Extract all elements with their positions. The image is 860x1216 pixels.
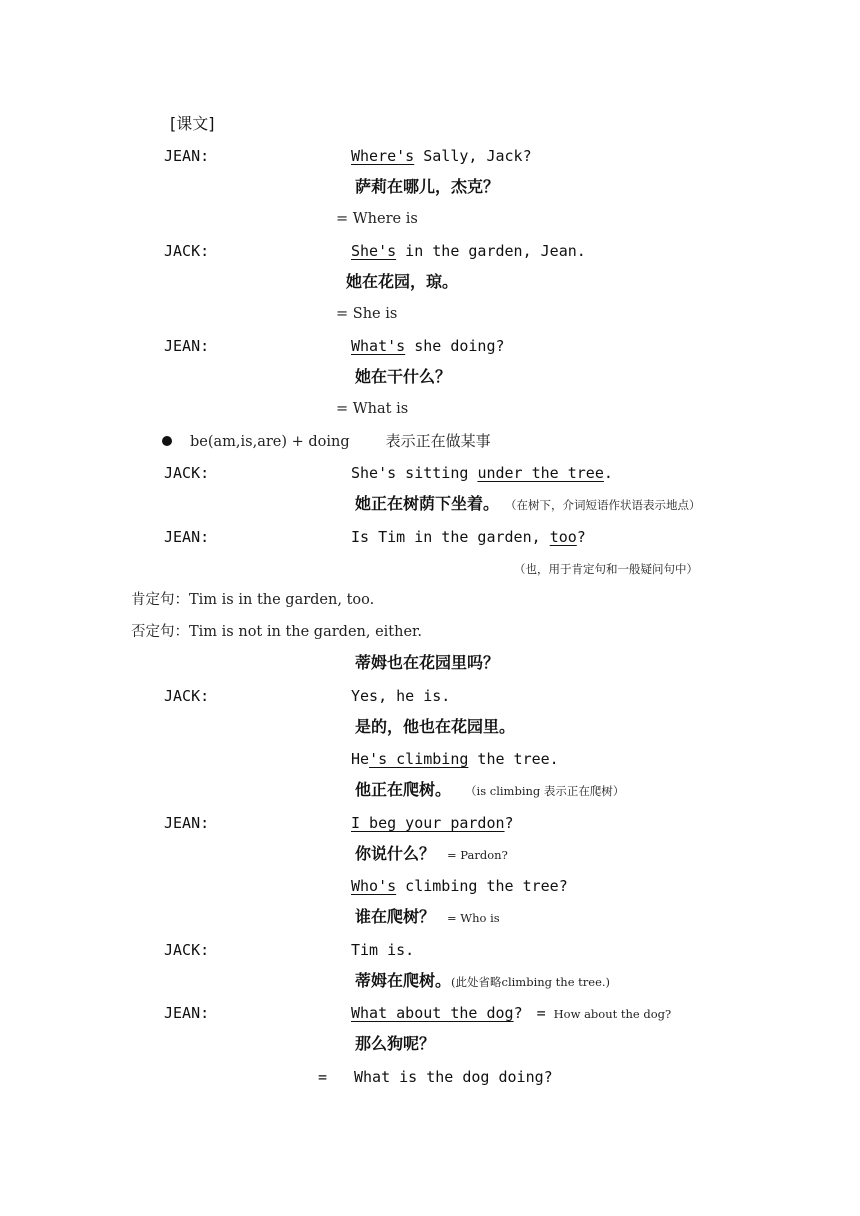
dialogue-line [351,146,532,166]
equivalence-note: = She is [336,306,398,322]
speaker-jean: JEAN: [164,1004,210,1022]
speaker-jean: JEAN: [164,528,210,546]
chinese-translation: 谁在爬树？ [355,907,436,926]
dialogue-line [351,527,586,547]
speaker-jack: JACK: [164,941,210,959]
line-rest: she doing? [405,337,505,355]
underlined-phrase: Where's [351,147,415,165]
rule-formula: be(am,is,are) + doing [190,434,350,450]
grammar-note: (此处省略climbing the tree.) [451,975,611,989]
chinese-translation: 蒂姆在爬树。 [355,971,452,990]
chinese-translation: 那么狗呢？ [355,1034,436,1053]
grammar-note: （也，用于肯定句和一般疑问句中） [514,562,698,576]
dialogue-line: Tim is. [351,941,415,959]
speaker-jean: JEAN: [164,814,210,832]
underlined-phrase: Who's [351,877,397,895]
equals-sign: = [318,1068,328,1086]
chinese-translation-row [355,907,500,928]
underlined-phrase: too [549,528,577,546]
bullet-icon [162,436,172,446]
line-pre: She's sitting [351,464,478,482]
line-post: ? [513,1004,523,1022]
chinese-translation: 是的，他也在花园里。 [355,717,516,736]
chinese-translation: 他正在爬树。 [355,780,452,799]
negative-example: 否定句：Tim is not in the garden, either. [131,624,422,640]
line-rest: in the garden, Jean. [396,242,586,260]
chinese-translation-row [355,971,610,992]
line-pre: Is Tim in the garden, [351,528,550,546]
chinese-translation: 她在干什么？ [355,367,452,386]
dialogue-line: Yes, he is. [351,687,451,705]
equivalence-note: = What is [336,401,409,417]
equals-sign: = [536,1004,546,1022]
equivalence-note: = Who is [447,911,500,925]
chinese-translation: 她正在树荫下坐着。 [355,494,500,513]
chinese-translation: 她在花园，琼。 [346,272,459,291]
dialogue-line [351,241,586,261]
speaker-jack: JACK: [164,687,210,705]
chinese-translation-row [355,844,508,865]
grammar-rule [162,431,491,452]
underlined-phrase: What about the dog [351,1004,514,1022]
line-post: the tree. [468,750,559,768]
underlined-phrase: I beg your pardon [351,814,505,832]
rule-meaning: 表示正在做某事 [385,432,491,450]
speaker-jack: JACK: [164,242,210,260]
lesson-header: [课文] [170,114,215,133]
line-rest: Sally, Jack? [414,147,532,165]
underlined-phrase: 's climbing [369,750,469,768]
speaker-jean: JEAN: [164,147,210,165]
dialogue-line: What is the dog doing? [354,1068,553,1086]
grammar-note: （在树下，介词短语作状语表示地点） [505,498,701,512]
dialogue-line [351,1003,671,1024]
line-pre: He [351,750,370,768]
dialogue-line [351,749,559,769]
chinese-translation: 萨莉在哪儿，杰克？ [355,177,500,196]
dialogue-line [351,876,568,896]
speaker-jack: JACK: [164,464,210,482]
speaker-jean: JEAN: [164,337,210,355]
dialogue-line [351,813,514,833]
line-rest: climbing the tree? [396,877,568,895]
equivalence-note: = Where is [336,211,418,227]
underlined-phrase: She's [351,242,397,260]
equivalence-note: = Pardon? [447,848,508,862]
line-post: ? [576,528,586,546]
underlined-phrase: under the tree [477,464,604,482]
dialogue-line [351,463,613,483]
underlined-phrase: What's [351,337,406,355]
chinese-translation-row [355,780,624,801]
dialogue-line [351,336,505,356]
line-post: ? [504,814,514,832]
grammar-note: （is climbing 表示正在爬树） [465,784,625,798]
chinese-translation: 蒂姆也在花园里吗？ [355,653,500,672]
line-post: . [603,464,613,482]
equivalence-note: How about the dog? [553,1007,672,1021]
affirmative-example: 肯定句：Tim is in the garden, too. [131,592,375,608]
chinese-translation: 你说什么？ [355,844,436,863]
chinese-translation-row [355,494,701,515]
